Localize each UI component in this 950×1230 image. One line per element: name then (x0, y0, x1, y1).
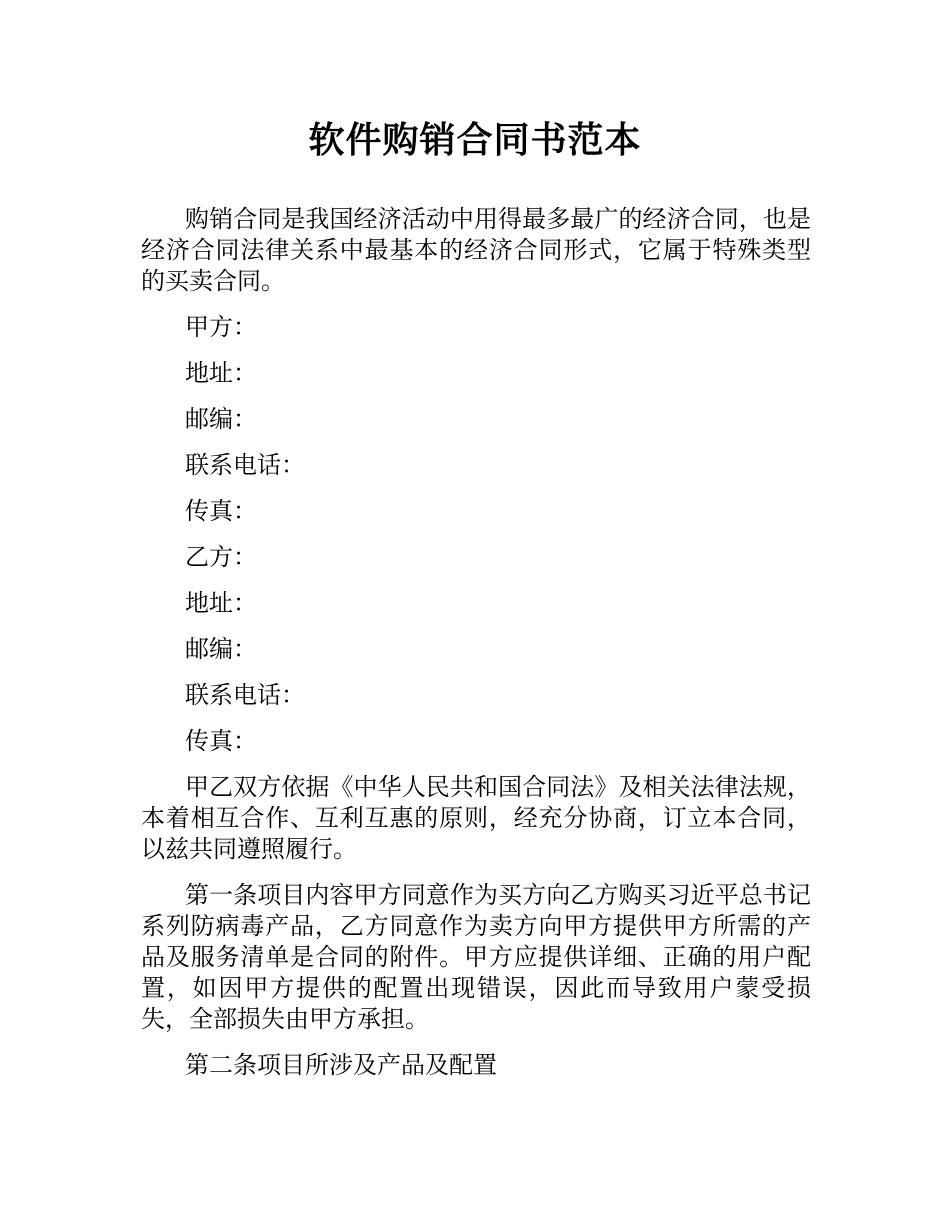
party-b-phone-label: 联系电话： (185, 681, 305, 709)
article-1-paragraph: 第一条项目内容甲方同意作为买方向乙方购买习近平总书记系列防病毒产品，乙方同意作为卖方向甲方提供甲方所需的产品及服务清单是合同的附件。甲方应提供详细、正确的用户配置，如因甲方提供的配置出现错误，因此而导致用户蒙受损失，全部损失由甲方承担。 (141, 881, 811, 1033)
intro-paragraph: 购销合同是我国经济活动中用得最多最广的经济合同，也是经济合同法律关系中最基本的经济合同形式，它属于特殊类型的买卖合同。 (141, 205, 811, 295)
party-a-name-label: 甲方： (185, 313, 257, 341)
party-a-fax-label: 传真： (185, 497, 257, 525)
party-a-postcode-label: 邮编： (185, 405, 257, 433)
article-2-heading: 第二条项目所涉及产品及配置 (185, 1051, 497, 1079)
document-title: 软件购销合同书范本 (308, 120, 642, 161)
party-b-name-label: 乙方： (185, 543, 257, 571)
party-b-address-label: 地址： (185, 589, 257, 617)
party-b-postcode-label: 邮编： (185, 635, 257, 663)
document-body (141, 204, 811, 1096)
basis-paragraph: 甲乙双方依据《中华人民共和国合同法》及相关法律法规，本着相互合作、互利互惠的原则，经充分协商，订立本合同，以兹共同遵照履行。 (141, 773, 811, 863)
party-a-address-label: 地址： (185, 359, 257, 387)
party-b-fax-label: 传真： (185, 727, 257, 755)
party-a-phone-label: 联系电话： (185, 451, 305, 479)
